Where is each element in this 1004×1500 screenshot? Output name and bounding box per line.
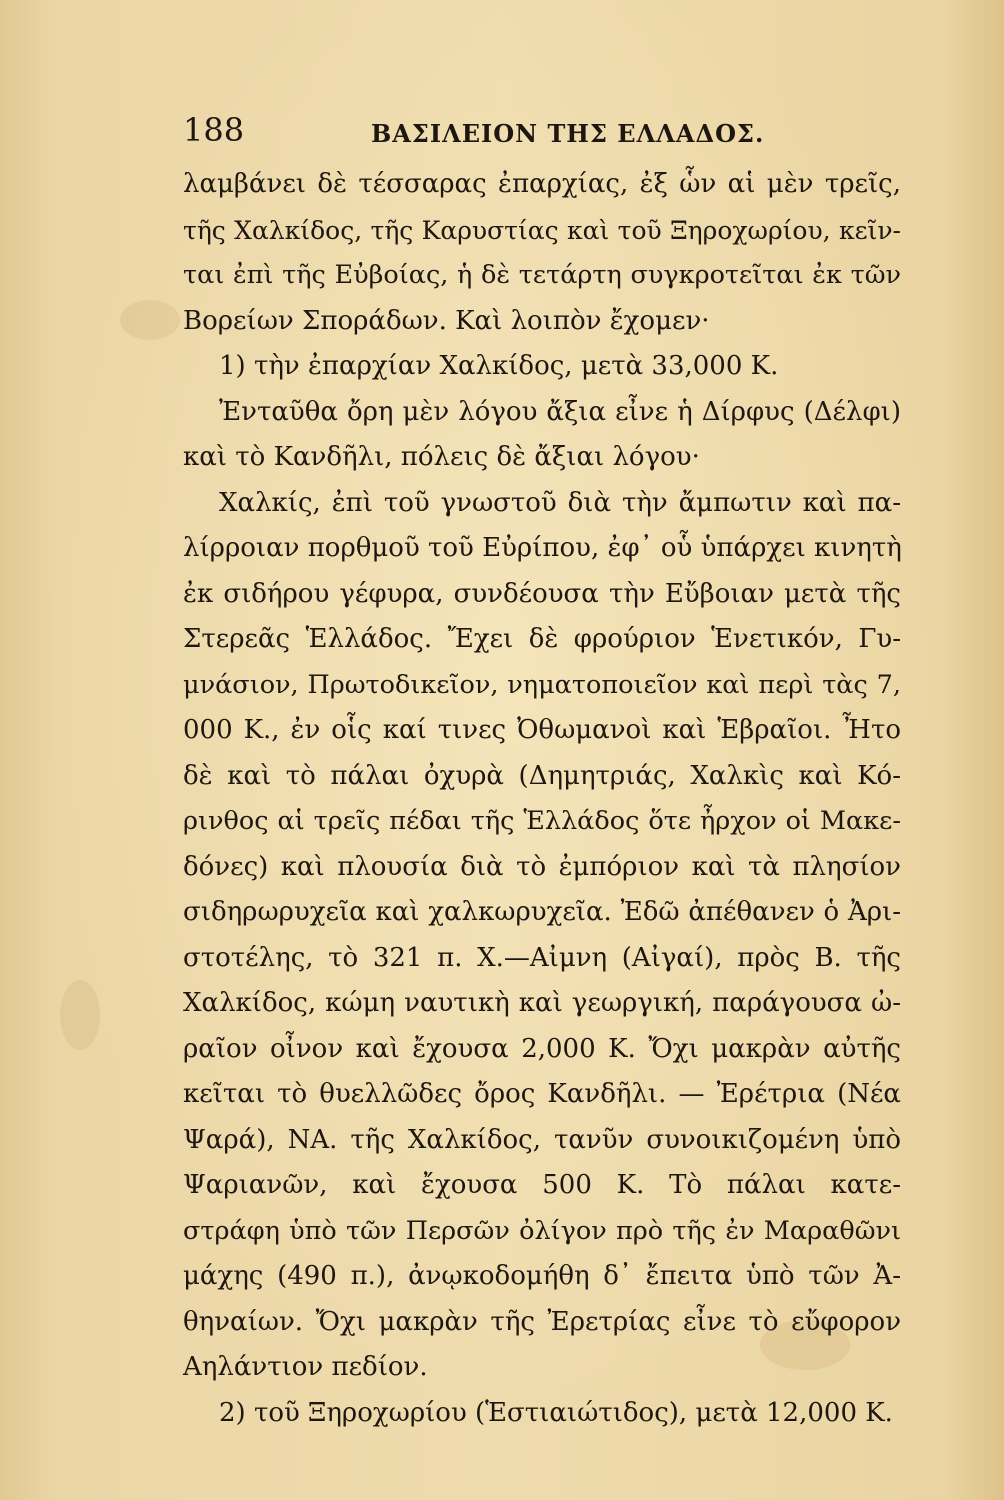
text-line: μνάσιον, Πρωτοδικεῖον, νηματοποιεῖον καὶ περὶ τὰς 7, (183, 669, 901, 700)
page-number: 188 (183, 111, 245, 149)
text-line: ραῖον οἶνον καὶ ἔχουσα 2,000 Κ. Ὄχι μακρὰν αὐτῆς (183, 1033, 901, 1064)
text-line: ἐκ σιδήρου γέφυρα, συνδέουσα τὴν Εὔβοιαν μετὰ τῆς (183, 578, 901, 609)
text-line: Στερεᾶς Ἑλλάδος. Ἔχει δὲ φρούριον Ἑνετικόν, Γυ- (183, 624, 901, 654)
text-line: Ἐνταῦθα ὄρη μὲν λόγου ἄξια εἶνε ἡ Δίρφυς (Δέλφι) (219, 396, 901, 427)
text-line: στοτέλης, τὸ 321 π. Χ.—Αἰμνη (Αἰγαί), πρὸς Β. τῆς (183, 942, 901, 973)
text-line: λαμβάνει δὲ τέσσαρας ἐπαρχίας, ἐξ ὧν αἱ μὲν τρεῖς, (183, 169, 901, 199)
body-text (183, 162, 901, 1436)
text-line: 000 Κ., ἐν οἷς καί τινες Ὀθωμανοὶ καὶ Ἑβραῖοι. Ἦτο (183, 715, 901, 745)
text-line: λίρροιαν πορθμοῦ τοῦ Εὐρίπου, ἐφ᾽ οὗ ὑπάρχει κινητὴ (183, 533, 902, 563)
list-item-heading: 2) τοῦ Ξηροχωρίου (Ἑστιαιώτιδος), μετὰ 12,000 Κ. (219, 1397, 893, 1428)
text-line: Χαλκίδος, κώμη ναυτικὴ καὶ γεωργική, παράγουσα ὠ- (183, 988, 901, 1018)
text-line: ρινθος αἱ τρεῖς πέδαι τῆς Ἑλλάδος ὅτε ἦρχον οἱ Μακε- (183, 806, 901, 836)
list-item-heading: 1) τὴν ἐπαρχίαν Χαλκίδος, μετὰ 33,000 Κ. (219, 351, 779, 381)
running-title: ΒΑΣΙΛΕΙΟΝ ΤΗΣ ΕΛΛΑΔΟΣ. (371, 119, 765, 148)
text-line: δὲ καὶ τὸ πάλαι ὀχυρὰ (Δημητριάς, Χαλκὶς καὶ Κό- (183, 760, 901, 791)
text-line: καὶ τὸ Κανδῆλι, πόλεις δὲ ἄξιαι λόγου· (183, 442, 700, 472)
text-line: μάχης (490 π.), ἀνῳκοδομήθη δ᾽ ἔπειτα ὑπὸ τῶν Ἀ- (183, 1261, 901, 1291)
paper-stain (120, 300, 180, 340)
text-line: ται ἐπὶ τῆς Εὐβοίας, ἡ δὲ τετάρτη συγκροτεῖται ἐκ τῶν (183, 260, 901, 290)
text-line: Αηλάντιον πεδίον. (183, 1352, 428, 1382)
text-line: κεῖται τὸ θυελλῶδες ὄρος Κανδῆλι. — Ἐρέτρια (Νέα (183, 1079, 901, 1109)
text-line: δόνες) καὶ πλουσία διὰ τὸ ἐμπόριον καὶ τὰ πλησίον (183, 851, 901, 882)
paper-stain (60, 980, 100, 1050)
text-line: σιδηρωρυχεῖα καὶ χαλκωρυχεῖα. Ἐδῶ ἀπέθανεν ὁ Ἀρι- (183, 897, 901, 927)
text-line: τῆς Χαλκίδος, τῆς Καρυστίας καὶ τοῦ Ξηροχωρίου, κεῖν- (183, 215, 901, 245)
text-line: Ψαριανῶν, καὶ ἔχουσα 500 Κ. Τὸ πάλαι κατε- (183, 1170, 901, 1200)
text-line: στράφη ὑπὸ τῶν Περσῶν ὀλίγον πρὸ τῆς ἐν Μαραθῶνι (183, 1215, 901, 1246)
text-line: Βορείων Σποράδων. Καὶ λοιπὸν ἔχομεν· (183, 305, 710, 336)
text-line: Ψαρά), ΝΑ. τῆς Χαλκίδος, τανῦν συνοικιζομένη ὑπὸ (183, 1124, 901, 1155)
text-line: Χαλκίς, ἐπὶ τοῦ γνωστοῦ διὰ τὴν ἄμπωτιν καὶ πα- (219, 487, 901, 518)
page-header (183, 112, 903, 152)
text-line: θηναίων. Ὄχι μακρὰν τῆς Ἐρετρίας εἶνε τὸ εὔφορον (183, 1306, 901, 1337)
